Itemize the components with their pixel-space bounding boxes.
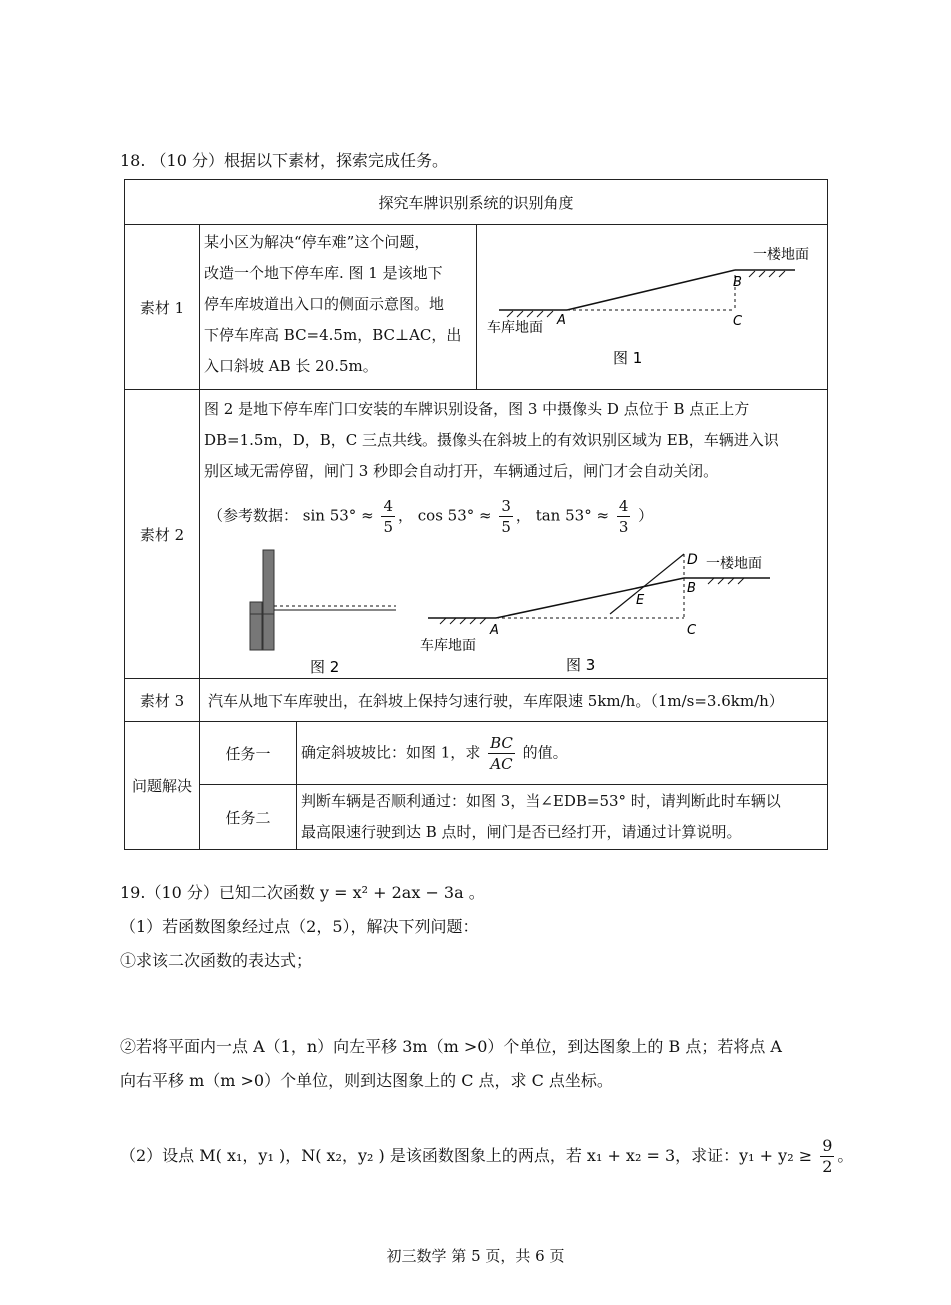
fig3-label-a: A [490,623,499,638]
fig3-label-garage: 车库地面 [420,638,476,654]
frac-num: 3 [501,497,511,515]
frac-num: 9 [822,1136,833,1155]
q19-part1-2-line2: 向右平移 m（m >0）个单位，则到达图象上的 C 点，求 C 点坐标。 [120,1071,613,1090]
task1-pre: 确定斜坡坡比：如图 1，求 [301,743,481,761]
q19-part2-end: 。 [837,1146,854,1165]
tasks-cell [200,722,828,850]
figure-1-cell [477,225,828,390]
fig1-label-garage: 车库地面 [487,320,543,336]
task1-post: 的值。 [522,743,568,761]
m1-line: 某小区为解决“停车难”这个问题， [204,233,430,251]
frac-den: 5 [501,518,511,536]
q18-header: 18. （10 分）根据以下素材，探索完成任务。 [120,151,448,170]
m1-line: 停车库坡道出入口的侧面示意图。地 [204,295,445,313]
figure-2 [250,550,396,676]
problem-label: 问题解决 [125,722,200,850]
frac-den: 3 [618,518,629,536]
figure-3 [420,552,770,674]
m2-content [200,390,828,679]
task2-line: 判断车辆是否顺利通过：如图 3，当∠EDB=53° 时，请判断此时车辆以 [301,792,781,810]
m3-text: 汽车从地下车库驶出，在斜坡上保持匀速行驶，车库限速 5km/h。（1m/s=3.6km/h） [200,679,828,722]
q19-part1: （1）若函数图象经过点（2，5），解决下列问题： [120,917,479,936]
fig3-label-d: D [687,552,698,568]
fig3-label-e: E [636,593,645,608]
frac-bc-ac [488,733,515,774]
q19-part1-2-line1: ②若将平面内一点 A（1，n）向左平移 3m（m >0）个单位，到达图象上的 B 点；若将点 A [120,1037,782,1056]
reference-data: （参考数据： sin 53° ≈ $\frac{4}{5}$ ， cos 53° ≈ $\frac{3}{5}$ ， tan 53° ≈ $\frac{4}{3}$ ） [208,497,654,536]
page-footer: 初三数学 第 5 页，共 6 页 [386,1247,565,1265]
m1-line: 下停车库高 BC=4.5m，BC⊥AC，出 [204,326,462,344]
fig1-label-ground1: 一楼地面 [753,247,809,263]
m2-line: DB=1.5m，D，B，C 三点共线。摄像头在斜坡上的有效识别区域为 EB，车辆进入识 [204,431,779,449]
ref-tan: tan 53° ≈ [535,506,610,525]
m2-line: 别区域无需停留，闸门 3 秒即会自动打开，车辆通过后，闸门才会自动关闭。 [204,462,719,480]
frac-num: BC [490,733,513,752]
ref-cos: cos 53° ≈ [417,506,492,525]
frac-den: 2 [822,1157,833,1176]
q19-header: 19.（10 分）已知二次函数 y = x² + 2ax − 3a 。 [120,883,485,902]
m1-text [200,225,477,390]
ref-sin: sin 53° ≈ [302,506,374,525]
q19-part2-text: （2）设点 M( x₁，y₁ )，N( x₂，y₂ ) 是该函数图象上的两点，若 x₁ + x₂ = 3，求证：y₁ + y₂ ≥ [120,1146,813,1165]
frac-den: AC [490,754,513,773]
fig2-caption: 图 2 [310,658,340,676]
fig3-label-ground1: 一楼地面 [706,556,762,572]
table-title: 探究车牌识别系统的识别角度 [125,180,828,225]
fig1-label-c: C [733,314,743,329]
frac-num: 4 [618,497,629,515]
task1-text [297,722,828,785]
material-table [124,179,828,850]
task2-label: 任务二 [200,785,297,850]
m1-line: 改造一个地下停车库. 图 1 是该地下 [204,264,443,282]
task1-label: 任务一 [200,722,297,785]
m2-line: 图 2 是地下停车库门口安装的车牌识别设备，图 3 中摄像头 D 点位于 B 点正上方 [204,400,750,418]
fig3-caption: 图 3 [566,656,596,674]
frac-sin [381,496,395,537]
frac-cos [499,496,513,537]
task2-line: 最高限速行驶到达 B 点时，闸门是否已经打开，请通过计算说明。 [301,823,742,841]
q19-part2 [120,1136,853,1177]
m1-label: 素材 1 [125,225,200,390]
tasks-table [200,722,827,849]
m2-label: 素材 2 [125,390,200,679]
ref-suffix: ） [638,506,654,525]
figures-2-3 [200,540,828,680]
ref-prefix: （参考数据： [208,506,299,525]
m3-label: 素材 3 [125,679,200,722]
frac-num: 4 [383,497,393,515]
frac-nine-halves [820,1136,834,1177]
fig3-label-b: B [687,581,696,596]
fig1-label-b: B [733,275,742,290]
fig3-label-c: C [687,623,697,638]
frac-den: 5 [383,518,393,536]
fig1-label-a: A [557,313,566,328]
figure-1 [477,225,829,387]
m1-line: 入口斜坡 AB 长 20.5m。 [204,357,378,375]
frac-tan [617,496,631,537]
q19-part1-1: ①求该二次函数的表达式； [120,951,313,970]
fig1-caption: 图 1 [613,349,643,367]
task2-text [297,785,828,850]
